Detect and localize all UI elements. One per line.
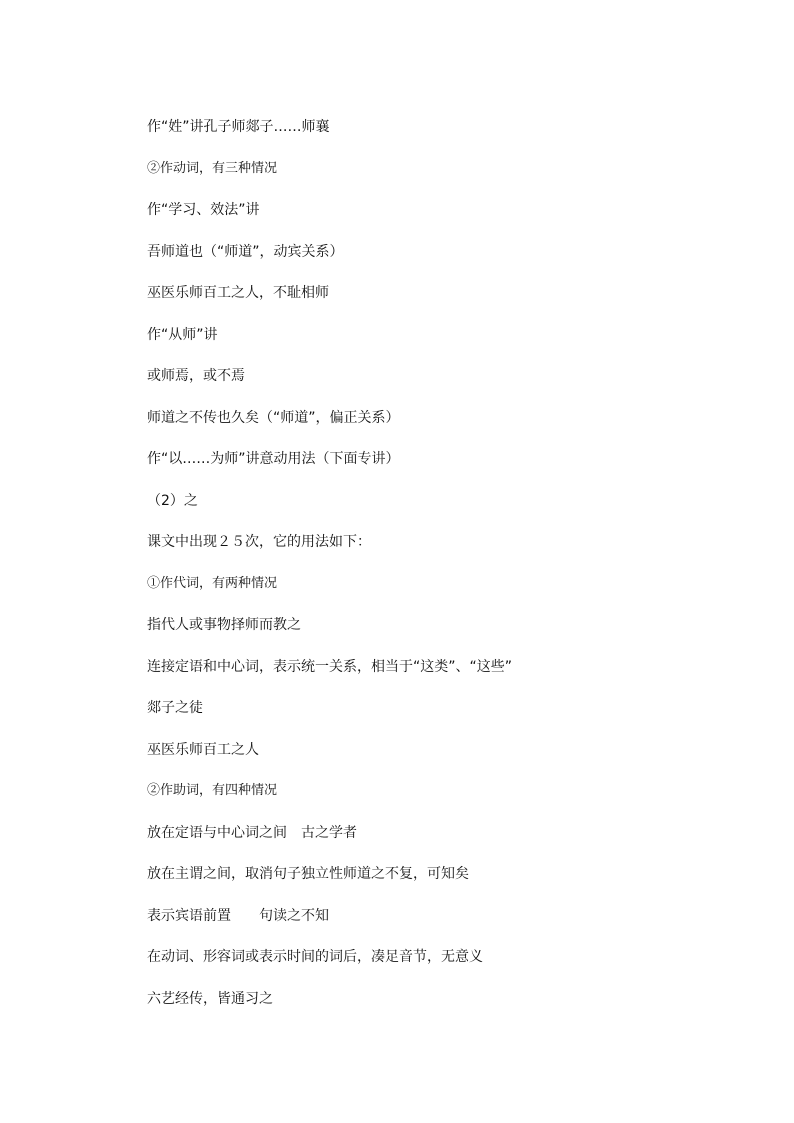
text-line: 连接定语和中心词，表示统一关系，相当于“这类”、“这些”	[147, 658, 513, 675]
text-line: 放在定语与中心词之间 古之学者	[147, 824, 357, 841]
text-line: 课文中出现２５次，它的用法如下：	[147, 534, 371, 550]
text-line: 巫医乐师百工之人	[147, 741, 259, 758]
text-line: 巫医乐师百工之人，不耻相师	[147, 285, 329, 301]
text-line: 作“以……为师”讲意动用法（下面专讲）	[147, 451, 400, 467]
text-line: 放在主谓之间，取消句子独立性师道之不复，可知矣	[147, 866, 469, 882]
text-line: 作“姓”讲孔子师郯子……师襄	[147, 119, 330, 135]
section-heading: （2）之	[147, 492, 198, 509]
text-line: 作“从师”讲	[147, 326, 218, 343]
text-line: 表示宾语前置 句读之不知	[147, 907, 329, 924]
text-line: ①作代词，有两种情况	[147, 575, 278, 591]
text-line: ②作助词，有四种情况	[147, 783, 278, 798]
text-line: 或师焉，或不焉	[147, 368, 245, 384]
text-line: 指代人或事物择师而教之	[147, 617, 301, 633]
text-line: 作“学习、效法”讲	[147, 202, 260, 218]
text-line: 郯子之徒	[147, 700, 203, 716]
text-line: 师道之不传也久矣（“师道”，偏正关系）	[147, 409, 400, 426]
text-line: 在动词、形容词或表示时间的词后，凑足音节，无意义	[147, 949, 483, 965]
text-line: 吾师道也（“师道”，动宾关系）	[147, 243, 344, 260]
text-body	[147, 117, 747, 1030]
text-line: 六艺经传，皆通习之	[147, 990, 273, 1007]
text-line: ②作动词，有三种情况	[147, 160, 278, 176]
